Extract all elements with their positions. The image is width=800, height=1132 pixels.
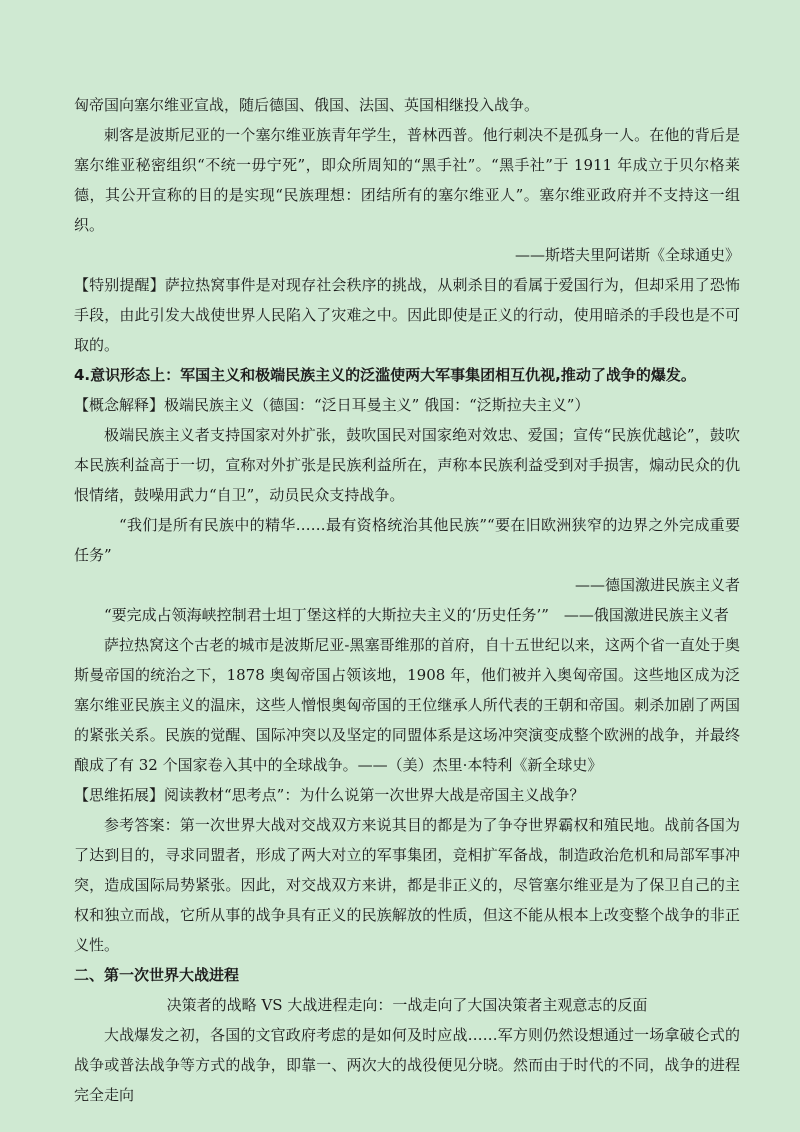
paragraph-answer: 参考答案：第一次世界大战对交战双方来说其目的都是为了争夺世界霸权和殖民地。战前各国为了达到目的，寻求同盟者，形成了两大对立的军事集团，竞相扩军备战，制造政治危机和局部军事冲突，造成国际局势紧张。因此，对交战双方来讲，都是非正义的，尽管塞尔维亚是为了保卫自己的主权和独立而战，它所从事的战争具有正义的民族解放的性质，但这不能从根本上改变整个战争的非正义性。 bbox=[74, 816, 740, 954]
document-body bbox=[74, 90, 740, 1110]
heading-ideology: 4.意识形态上：军国主义和极端民族主义的泛滥使两大军事集团相互仇视,推动了战争的爆发。 bbox=[74, 366, 696, 384]
concept-text: 极端民族主义（德国：“泛日耳曼主义” 俄国：“泛斯拉夫主义”） bbox=[164, 396, 590, 414]
paragraph-special-reminder bbox=[74, 270, 740, 360]
citation-stavrianos: ——斯塔夫里阿诺斯《全球通史》 bbox=[514, 246, 740, 264]
tag-special-reminder: 【特别提醒】 bbox=[74, 276, 165, 294]
paragraph-continuation: 匈帝国向塞尔维亚宣战，随后德国、俄国、法国、英国相继投入战争。 bbox=[74, 96, 540, 114]
paragraph-thinking bbox=[74, 780, 740, 810]
section-heading-process: 二、第一次世界大战进程 bbox=[74, 966, 240, 984]
thinking-text: 阅读教材“思考点”：为什么说第一次世界大战是帝国主义战争？ bbox=[164, 786, 585, 804]
paragraph-war-start: 大战爆发之初，各国的文官政府考虑的是如何及时应战……军方则仍然设想通过一场拿破仑式的战争或普法战争等方式的战争，即靠一、两次大的战役便见分晓。然而由于时代的不同，战争的进程完全走向 bbox=[74, 1026, 740, 1104]
paragraph-concept bbox=[74, 390, 740, 420]
tag-thinking: 【思维拓展】 bbox=[74, 786, 165, 804]
citation-german: ——德国激进民族主义者 bbox=[574, 576, 740, 594]
paragraph-assassin: 刺客是波斯尼亚的一个塞尔维亚族青年学生，普林西普。他行刺决不是孤身一人。在他的背后是塞尔维亚秘密组织“不统一毋宁死”，即众所周知的“黑手社”。“黑手社”于 1911 年成立于贝尔格莱德，其公开宣称的目的是实现“民族理想：团结所有的塞尔维亚人”。塞尔维亚政府并不支持这一组织。 bbox=[74, 126, 740, 234]
quote-russian: “要完成占领海峡控制君士坦丁堡这样的大斯拉夫主义的‘历史任务’” ——俄国激进民族主义者 bbox=[104, 606, 729, 624]
special-reminder-text: 萨拉热窝事件是对现存社会秩序的挑战，从刺杀目的看属于爱国行为，但却采用了恐怖手段，由此引发大战使世界人民陷入了灾难之中。因此即使是正义的行动，使用暗杀的手段也是不可取的。 bbox=[74, 276, 740, 354]
quote-german: “我们是所有民族中的精华……最有资格统治其他民族”“要在旧欧洲狭窄的边界之外完成重要任务” bbox=[74, 516, 740, 564]
subheading-strategy: 决策者的战略 VS 大战进程走向：一战走向了大国决策者主观意志的反面 bbox=[166, 996, 648, 1014]
paragraph-sarajevo: 萨拉热窝这个古老的城市是波斯尼亚-黑塞哥维那的首府，自十五世纪以来，这两个省一直处于奥斯曼帝国的统治之下，1878 奥匈帝国占领该地，1908 年，他们被并入奥匈帝国。这些地区成为泛塞尔维亚民族主义的温床，这些人憎恨奥匈帝国的王位继承人所代表的王朝和帝国。刺杀加剧了两国的紧张关系。民族的觉醒、国际冲突以及坚定的同盟体系是这场冲突演变成整个欧洲的战争，并最终酿成了有 32 个国家卷入其中的全球战争。——（美）杰里·本特利《新全球史》 bbox=[74, 636, 740, 774]
paragraph-extreme-nationalism: 极端民族主义者支持国家对外扩张，鼓吹国民对国家绝对效忠、爱国；宣传“民族优越论”，鼓吹本民族利益高于一切，宣称对外扩张是民族利益所在，声称本民族利益受到对手损害，煽动民众的仇恨情绪，鼓噪用武力“自卫”，动员民众支持战争。 bbox=[74, 426, 740, 504]
tag-concept: 【概念解释】 bbox=[74, 396, 165, 414]
